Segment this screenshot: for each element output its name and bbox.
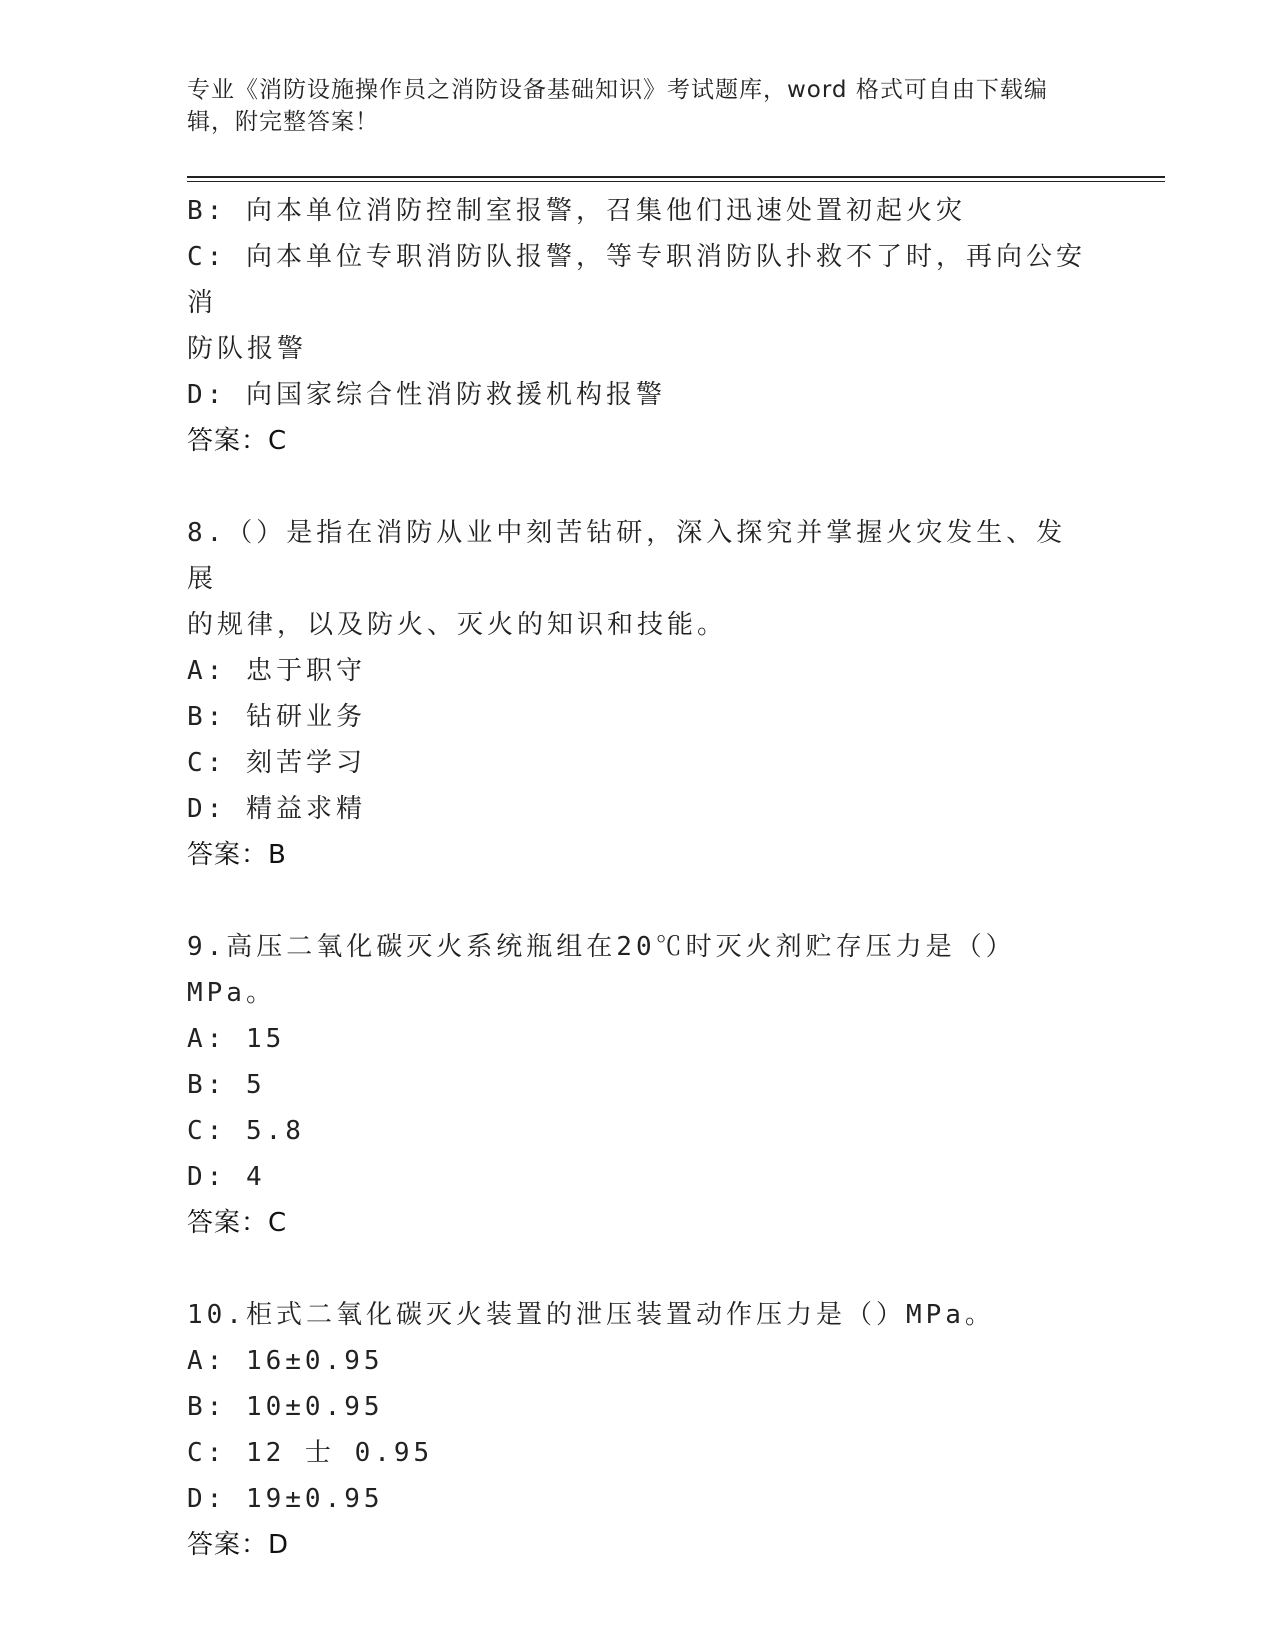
option-d: D: 向国家综合性消防救援机构报警 (187, 380, 666, 410)
spacer (187, 464, 1087, 510)
option-c: C: 5.8 (187, 1116, 305, 1146)
option-b: B: 钻研业务 (187, 702, 366, 732)
option-a: A: 16±0.95 (187, 1346, 384, 1376)
option-c: C: 向本单位专职消防队报警，等专职消防队扑救不了时，再向公安消 (187, 242, 1086, 318)
option-d: D: 精益求精 (187, 794, 366, 824)
answer: 答案：D (187, 1530, 290, 1560)
answer: 答案：B (187, 840, 287, 870)
answer: 答案：C (187, 426, 288, 456)
header-divider (187, 176, 1165, 182)
question-stem-continued: 的规律，以及防火、灭火的知识和技能。 (187, 610, 728, 640)
option-b: B: 5 (187, 1070, 266, 1100)
question-list (187, 188, 1087, 1568)
question-stem: 9.高压二氧化碳灭火系统瓶组在20℃时灭火剂贮存压力是（）MPa。 (187, 932, 1016, 1008)
header-line-1: 专业《消防设施操作员之消防设备基础知识》考试题库，word 格式可自由下载编 (187, 77, 1048, 103)
question-stem: 8.（）是指在消防从业中刻苦钻研，深入探究并掌握火灾发生、发展 (187, 518, 1067, 594)
option-c-continued: 防队报警 (187, 334, 308, 364)
spacer (187, 878, 1087, 924)
document-header (187, 74, 1087, 138)
question-9 (187, 924, 1087, 1246)
option-c: C: 12 士 0.95 (187, 1438, 434, 1468)
option-d: D: 19±0.95 (187, 1484, 384, 1514)
question-8 (187, 510, 1087, 878)
answer: 答案：C (187, 1208, 288, 1238)
option-c: C: 刻苦学习 (187, 748, 366, 778)
option-b: B: 10±0.95 (187, 1392, 384, 1422)
option-a: A: 15 (187, 1024, 286, 1054)
question-10 (187, 1292, 1087, 1568)
spacer (187, 1246, 1087, 1292)
header-line-2: 辑，附完整答案！ (187, 109, 379, 135)
question-7-tail (187, 188, 1087, 464)
option-d: D: 4 (187, 1162, 266, 1192)
option-a: A: 忠于职守 (187, 656, 366, 686)
option-b: B: 向本单位消防控制室报警，召集他们迅速处置初起火灾 (187, 196, 966, 226)
question-stem: 10.柜式二氧化碳灭火装置的泄压装置动作压力是（）MPa。 (187, 1300, 995, 1330)
